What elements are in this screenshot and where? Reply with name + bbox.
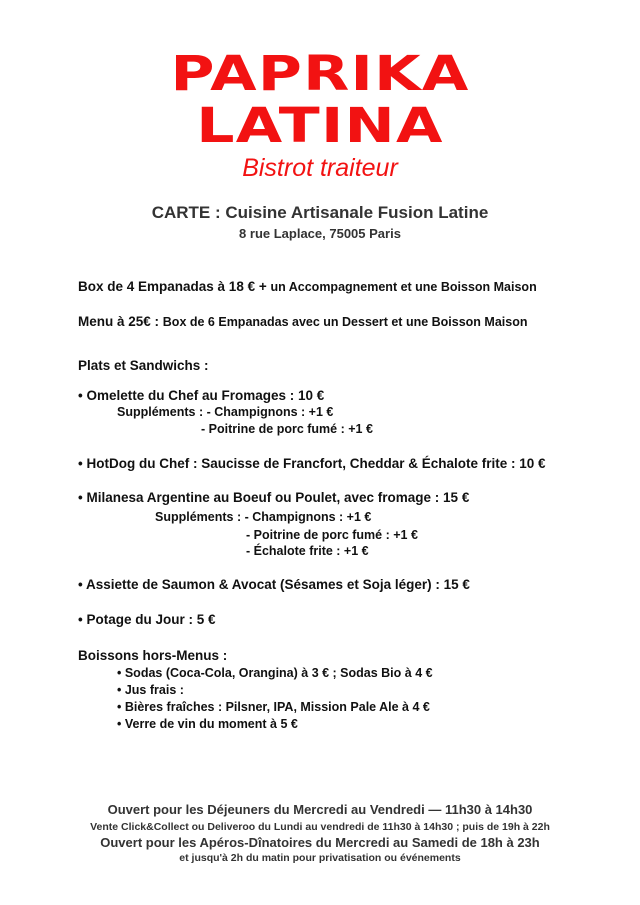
item-milanesa: • Milanesa Argentine au Boeuf ou Poulet, avec fromage : 15 €: [78, 490, 470, 505]
boisson-item: • Bières fraîches : Pilsner, IPA, Mission Pale Ale à 4 €: [117, 700, 430, 714]
offer-detail: un Accompagnement et une Boisson Maison: [270, 280, 537, 294]
logo-line-2: LATINA: [196, 98, 444, 154]
offer-detail: Box de 6 Empanadas avec un Dessert et une Boisson Maison: [162, 315, 528, 329]
menu-title: CARTE : Cuisine Artisanale Fusion Latine: [151, 203, 489, 222]
footer-delivery-hours: Vente Click&Collect ou Deliveroo du Lundi au vendredi de 11h30 à 14h30 ; puis de 19h à 22h: [90, 821, 550, 833]
logo-line-1: PAPRIKA: [170, 46, 470, 102]
footer-evening-hours: Ouvert pour les Apéros-Dînatoires du Mercredi au Samedi de 18h à 23h: [100, 835, 540, 850]
item-hotdog: • HotDog du Chef : Saucisse de Francfort, Cheddar & Échalote frite : 10 €: [78, 456, 546, 471]
milanesa-supplement-1: Suppléments : - Champignons : +1 €: [155, 510, 372, 524]
address: 8 rue Laplace, 75005 Paris: [239, 226, 401, 241]
boisson-item: • Jus frais :: [117, 683, 184, 697]
boisson-item: • Sodas (Coca-Cola, Orangina) à 3 € ; Sodas Bio à 4 €: [117, 666, 433, 680]
omelette-supplement-1: Suppléments : - Champignons : +1 €: [117, 405, 334, 419]
omelette-supplement-2: - Poitrine de porc fumé : +1 €: [201, 422, 373, 436]
footer-lunch-hours: Ouvert pour les Déjeuners du Mercredi au Vendredi — 11h30 à 14h30: [107, 802, 533, 817]
offer-menu-25: [78, 314, 527, 329]
logo-tagline: Bistrot traiteur: [242, 154, 398, 182]
offer-box-4: [78, 279, 537, 294]
offer-main: Menu à 25€ :: [78, 314, 163, 329]
item-saumon: • Assiette de Saumon & Avocat (Sésames et Soja léger) : 15 €: [78, 577, 470, 592]
item-omelette: • Omelette du Chef au Fromages : 10 €: [78, 388, 325, 403]
plats-heading: Plats et Sandwichs :: [78, 358, 209, 373]
milanesa-supplement-3: - Échalote frite : +1 €: [246, 544, 369, 558]
footer-private-events: et jusqu'à 2h du matin pour privatisation ou événements: [179, 852, 461, 864]
offer-main: Box de 4 Empanadas à 18 € +: [78, 279, 271, 294]
boisson-item: • Verre de vin du moment à 5 €: [117, 717, 298, 731]
item-potage: • Potage du Jour : 5 €: [78, 612, 216, 627]
boissons-heading: Boissons hors-Menus :: [78, 648, 228, 663]
milanesa-supplement-2: - Poitrine de porc fumé : +1 €: [246, 528, 418, 542]
